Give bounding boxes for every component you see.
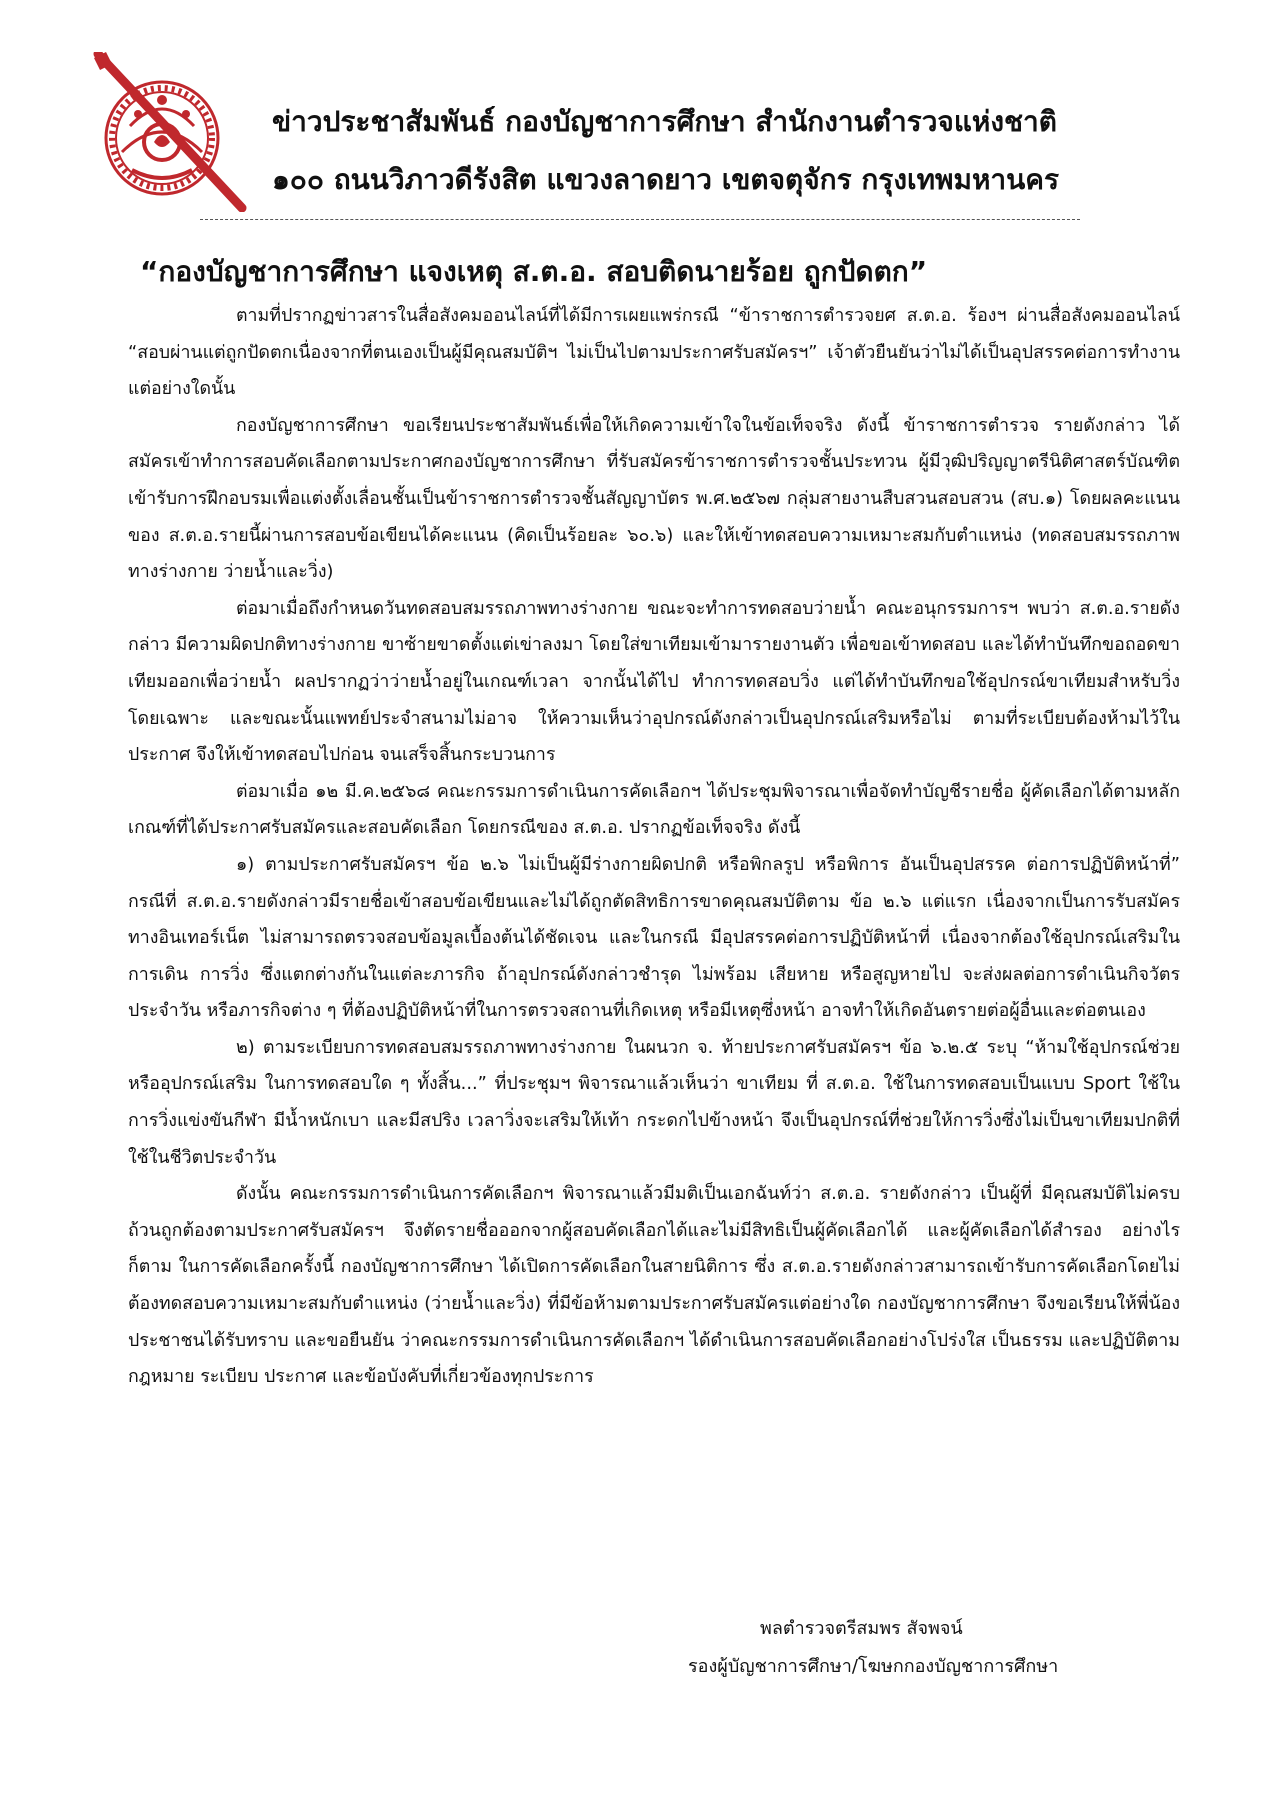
body-paragraph: ต่อมาเมื่อ ๑๒ มี.ค.๒๕๖๘ คณะกรรมการดำเนินการคัดเลือกฯ ได้ประชุมพิจารณาเพื่อจัดทำบัญชีรายชื่อ ผู้คัดเลือกได้ตามหลักเกณฑ์ที่ได้ประกาศรับสมัครและสอบคัดเลือก โดยกรณีของ ส.ต.อ. ปรากฏข้อเท็จจริง ดังนี้ <box>128 780 1180 839</box>
signatory-name: พลตำรวจตรีสมพร สัจพจน์ <box>760 1618 963 1639</box>
document-title: “กองบัญชาการศึกษา แจงเหตุ ส.ต.อ. สอบติดนายร้อย ถูกปัดตก” <box>140 255 928 288</box>
header-address: ๑๐๐ ถนนวิภาวดีรังสิต แขวงลาดยาว เขตจตุจักร กรุงเทพมหานคร <box>272 163 1060 196</box>
emblem-logo-icon <box>92 52 252 212</box>
header-divider <box>200 219 1080 220</box>
signatory-position: รองผู้บัญชาการศึกษา/โฆษกกองบัญชาการศึกษา <box>688 1656 1059 1677</box>
header-title: ข่าวประชาสัมพันธ์ กองบัญชาการศึกษา สำนักงานตำรวจแห่งชาติ <box>272 105 1057 138</box>
document-body <box>128 298 1180 1396</box>
body-paragraph: ดังนั้น คณะกรรมการดำเนินการคัดเลือกฯ พิจารณาแล้วมีมติเป็นเอกฉันท์ว่า ส.ต.อ. รายดังกล่าว เป็นผู้ที่ มีคุณสมบัติไม่ครบถ้วนถูกต้องตามประกาศรับสมัครฯ จึงตัดรายชื่อออกจากผู้สอบคัดเลือกได้และไม่มีสิทธิเป็นผู้คัดเลือกได้ และผู้คัดเลือกได้สำรอง อย่างไรก็ตาม ในการคัดเลือกครั้งนี้ กองบัญชาการศึกษา ได้เปิดการคัดเลือกในสายนิติการ ซึ่ง ส.ต.อ.รายดังกล่าวสามารถเข้ารับการคัดเลือกโดยไม่ต้องทดสอบความเหมาะสมกับตำแหน่ง (ว่ายน้ำและวิ่ง) ที่มีข้อห้ามตามประกาศรับสมัครแต่อย่างใด กองบัญชาการศึกษา จึงขอเรียนให้พี่น้องประชาชนได้รับทราบ และขอยืนยัน ว่าคณะกรรมการดำเนินการคัดเลือกฯ ได้ดำเนินการสอบคัดเลือกอย่างโปร่งใส เป็นธรรม และปฏิบัติตามกฎหมาย ระเบียบ ประกาศ และข้อบังคับที่เกี่ยวข้องทุกประการ <box>128 1183 1180 1388</box>
body-paragraph: ๒) ตามระเบียบการทดสอบสมรรถภาพทางร่างกาย ในผนวก จ. ท้ายประกาศรับสมัครฯ ข้อ ๖.๒.๕ ระบุ “ห้ามใช้อุปกรณ์ช่วยหรืออุปกรณ์เสริม ในการทดสอบใด ๆ ทั้งสิ้น...” ที่ประชุมฯ พิจารณาแล้วเห็นว่า ขาเทียม ที่ ส.ต.อ. ใช้ในการทดสอบเป็นแบบ Sport ใช้ในการวิ่งแข่งขันกีฬา มีน้ำหนักเบา และมีสปริง เวลาวิ่งจะเสริมให้เท้า กระดกไปข้างหน้า จึงเป็นอุปกรณ์ที่ช่วยให้การวิ่งซึ่งไม่เป็นขาเทียมปกติที่ใช้ในชีวิตประจำวัน <box>128 1036 1180 1168</box>
body-paragraph: กองบัญชาการศึกษา ขอเรียนประชาสัมพันธ์เพื่อให้เกิดความเข้าใจในข้อเท็จจริง ดังนี้ ข้าราชการตำรวจ รายดังกล่าว ได้สมัครเข้าทำการสอบคัดเลือกตามประกาศกองบัญชาการศึกษา ที่รับสมัครข้าราชการตำรวจชั้นประทวน ผู้มีวุฒิปริญญาตรีนิติศาสตร์บัณฑิต เข้ารับการฝึกอบรมเพื่อแต่งตั้งเลื่อนชั้นเป็นข้าราชการตำรวจชั้นสัญญาบัตร พ.ศ.๒๕๖๗ กลุ่มสายงานสืบสวนสอบสวน (สบ.๑) โดยผลคะแนนของ ส.ต.อ.รายนี้ผ่านการสอบข้อเขียนได้คะแนน (คิดเป็นร้อยละ ๖๐.๖) และให้เข้าทดสอบความเหมาะสมกับตำแหน่ง (ทดสอบสมรรถภาพทางร่างกาย ว่ายน้ำและวิ่ง) <box>128 414 1180 583</box>
header <box>272 93 1232 209</box>
body-paragraph: ๑) ตามประกาศรับสมัครฯ ข้อ ๒.๖ ไม่เป็นผู้มีร่างกายผิดปกติ หรือพิกลรูป หรือพิการ อันเป็นอุปสรรค ต่อการปฏิบัติหน้าที่” กรณีที่ ส.ต.อ.รายดังกล่าวมีรายชื่อเข้าสอบข้อเขียนและไม่ได้ถูกตัดสิทธิการขาดคุณสมบัติตาม ข้อ ๒.๖ แต่แรก เนื่องจากเป็นการรับสมัครทางอินเทอร์เน็ต ไม่สามารถตรวจสอบข้อมูลเบื้องต้นได้ชัดเจน และในกรณี มีอุปสรรคต่อการปฏิบัติหน้าที่ เนื่องจากต้องใช้อุปกรณ์เสริมในการเดิน การวิ่ง ซึ่งแตกต่างกันในแต่ละภารกิจ ถ้าอุปกรณ์ดังกล่าวชำรุด ไม่พร้อม เสียหาย หรือสูญหายไป จะส่งผลต่อการดำเนินกิจวัตรประจำวัน หรือภารกิจต่าง ๆ ที่ต้องปฏิบัติหน้าที่ในการตรวจสถานที่เกิดเหตุ หรือมีเหตุซึ่งหน้า อาจทำให้เกิดอันตรายต่อผู้อื่นและต่อตนเอง <box>128 853 1180 1022</box>
body-paragraph: ตามที่ปรากฏข่าวสารในสื่อสังคมออนไลน์ที่ได้มีการเผยแพร่กรณี “ข้าราชการตำรวจยศ ส.ต.อ. ร้องฯ ผ่านสื่อสังคมออนไลน์ “สอบผ่านแต่ถูกปัดตกเนื่องจากที่ตนเองเป็นผู้มีคุณสมบัติฯ ไม่เป็นไปตามประกาศรับสมัครฯ” เจ้าตัวยืนยันว่าไม่ได้เป็นอุปสรรคต่อการทำงานแต่อย่างใดนั้น <box>128 305 1180 400</box>
signature-block <box>660 1610 1180 1686</box>
body-paragraph: ต่อมาเมื่อถึงกำหนดวันทดสอบสมรรถภาพทางร่างกาย ขณะจะทำการทดสอบว่ายน้ำ คณะอนุกรรมการฯ พบว่า ส.ต.อ.รายดังกล่าว มีความผิดปกติทางร่างกาย ขาซ้ายขาดตั้งแต่เข่าลงมา โดยใส่ขาเทียมเข้ามารายงานตัว เพื่อขอเข้าทดสอบ และได้ทำบันทึกขอถอดขาเทียมออกเพื่อว่ายน้ำ ผลปรากฏว่าว่ายน้ำอยู่ในเกณฑ์เวลา จากนั้นได้ไป ทำการทดสอบวิ่ง แต่ได้ทำบันทึกขอใช้อุปกรณ์ขาเทียมสำหรับวิ่งโดยเฉพาะ และขณะนั้นแพทย์ประจำสนามไม่อาจ ให้ความเห็นว่าอุปกรณ์ดังกล่าวเป็นอุปกรณ์เสริมหรือไม่ ตามที่ระเบียบต้องห้ามไว้ในประกาศ จึงให้เข้าทดสอบไปก่อน จนเสร็จสิ้นกระบวนการ <box>128 597 1180 766</box>
